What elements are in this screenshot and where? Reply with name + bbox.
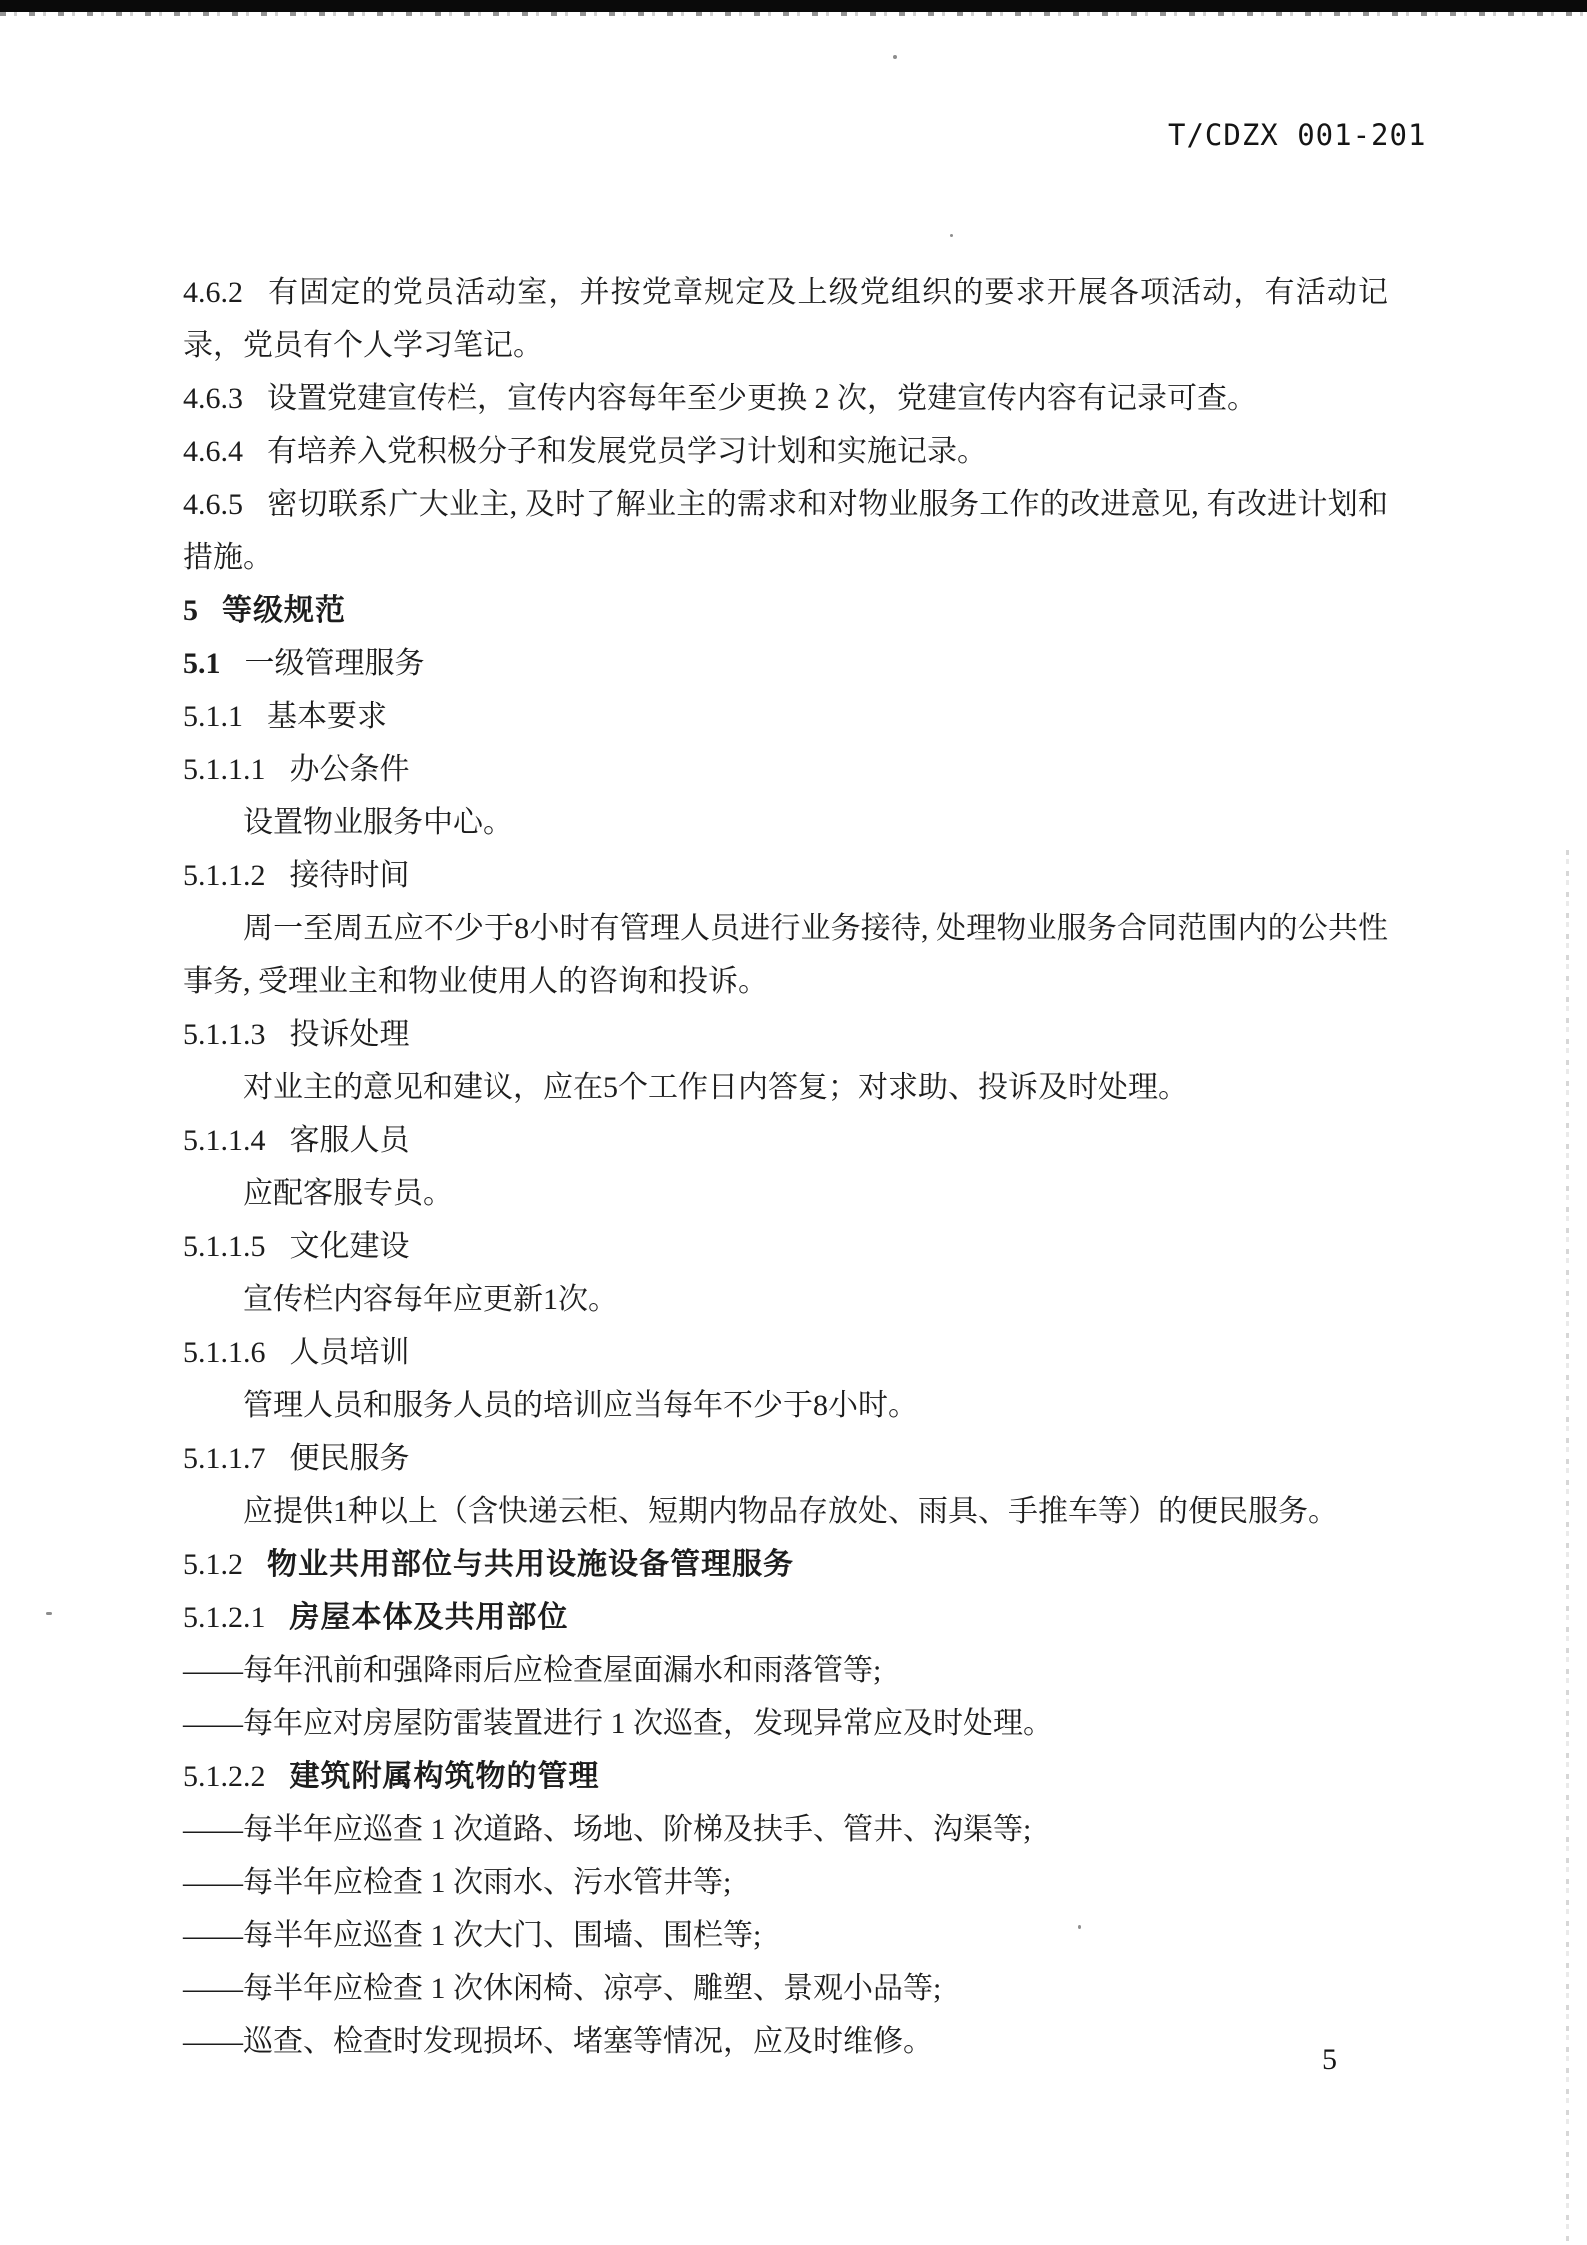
heading-number: 5.1.1.7 — [183, 1442, 266, 1475]
heading-title: 办公条件 — [289, 753, 410, 786]
body-paragraph: 周一至周五应不少于8小时有管理人员进行业务接待, 处理物业服务合同范围内的公共性事务, 受理业主和物业使用人的咨询和投诉。 — [183, 912, 1388, 998]
clause-text: 有固定的党员活动室，并按党章规定及上级党组织的要求开展各项活动，有活动记录，党员有个人学习笔记。 — [183, 276, 1388, 362]
heading-title: 便民服务 — [289, 1442, 410, 1475]
heading-title: 人员培训 — [289, 1336, 410, 1369]
heading-5-1-1-6 — [183, 1326, 1388, 1379]
scan-speck — [46, 1612, 52, 1615]
heading-5-1-1 — [183, 690, 1388, 743]
heading-number: 5.1.2.2 — [183, 1760, 266, 1793]
heading-5-1-2-1 — [183, 1591, 1388, 1644]
dash-item: ——每年应对房屋防雷装置进行 1 次巡查，发现异常应及时处理。 — [183, 1707, 1053, 1740]
clause-number: 4.6.5 — [183, 488, 243, 521]
heading-number: 5 — [183, 594, 198, 627]
heading-5-1-1-1 — [183, 743, 1388, 796]
clause-number: 4.6.4 — [183, 435, 243, 468]
clause-text: 设置党建宣传栏，宣传内容每年至少更换 2 次，党建宣传内容有记录可查。 — [267, 382, 1257, 415]
clause-4-6-4 — [183, 425, 1388, 478]
heading-5-1-1-2 — [183, 849, 1388, 902]
heading-number: 5.1.1.6 — [183, 1336, 266, 1369]
clause-4-6-2 — [183, 266, 1388, 372]
heading-number: 5.1 — [183, 647, 221, 680]
clause-4-6-3 — [183, 372, 1388, 425]
heading-5-1 — [183, 637, 1388, 690]
body-paragraph: 应提供1种以上（含快递云柜、短期内物品存放处、雨具、手推车等）的便民服务。 — [243, 1495, 1338, 1528]
scan-speck — [893, 55, 897, 59]
heading-number: 5.1.1.2 — [183, 859, 266, 892]
scan-artifact-line — [1566, 850, 1569, 2245]
heading-title: 一级管理服务 — [244, 647, 425, 680]
body-paragraph: 管理人员和服务人员的培训应当每年不少于8小时。 — [243, 1389, 918, 1422]
heading-number: 5.1.1.4 — [183, 1124, 266, 1157]
dash-item: ——每半年应检查 1 次雨水、污水管井等; — [183, 1866, 732, 1899]
heading-number: 5.1.1 — [183, 700, 243, 733]
clause-number: 4.6.3 — [183, 382, 243, 415]
dash-item: ——每半年应检查 1 次休闲椅、凉亭、雕塑、景观小品等; — [183, 1972, 942, 2005]
document-code: T/CDZX 001-201 — [1168, 118, 1427, 152]
heading-title: 等级规范 — [222, 594, 346, 627]
heading-5 — [183, 584, 1388, 637]
heading-title: 建筑附属构筑物的管理 — [289, 1760, 600, 1793]
clause-4-6-5 — [183, 478, 1388, 584]
dash-item: ——每年汛前和强降雨后应检查屋面漏水和雨落管等; — [183, 1654, 882, 1687]
heading-number: 5.1.1.5 — [183, 1230, 266, 1263]
body-paragraph: 设置物业服务中心。 — [243, 806, 513, 839]
heading-title: 房屋本体及共用部位 — [289, 1601, 569, 1634]
dash-item: ——每半年应巡查 1 次大门、围墙、围栏等; — [183, 1919, 762, 1952]
page-number: 5 — [1322, 2043, 1337, 2076]
heading-5-1-1-3 — [183, 1008, 1388, 1061]
heading-title: 文化建设 — [289, 1230, 410, 1263]
heading-5-1-1-5 — [183, 1220, 1388, 1273]
heading-5-1-2 — [183, 1538, 1388, 1591]
scan-border-top — [0, 0, 1587, 12]
heading-title: 客服人员 — [289, 1124, 410, 1157]
body-paragraph: 宣传栏内容每年应更新1次。 — [243, 1283, 618, 1316]
clause-text: 密切联系广大业主, 及时了解业主的需求和对物业服务工作的改进意见, 有改进计划和措施。 — [183, 488, 1388, 574]
dash-item: ——巡查、检查时发现损坏、堵塞等情况，应及时维修。 — [183, 2025, 933, 2058]
heading-number: 5.1.2.1 — [183, 1601, 266, 1634]
clause-number: 4.6.2 — [183, 276, 243, 309]
heading-number: 5.1.1.3 — [183, 1018, 266, 1051]
heading-title: 投诉处理 — [289, 1018, 410, 1051]
heading-title: 物业共用部位与共用设施设备管理服务 — [267, 1548, 794, 1581]
scan-speck — [950, 234, 953, 237]
heading-5-1-2-2 — [183, 1750, 1388, 1803]
heading-title: 接待时间 — [289, 859, 410, 892]
heading-number: 5.1.2 — [183, 1548, 243, 1581]
clause-text: 有培养入党积极分子和发展党员学习计划和实施记录。 — [267, 435, 987, 468]
heading-5-1-1-4 — [183, 1114, 1388, 1167]
body-paragraph: 应配客服专员。 — [243, 1177, 453, 1210]
heading-number: 5.1.1.1 — [183, 753, 266, 786]
dash-item: ——每半年应巡查 1 次道路、场地、阶梯及扶手、管井、沟渠等; — [183, 1813, 1032, 1846]
body-paragraph: 对业主的意见和建议，应在5个工作日内答复；对求助、投诉及时处理。 — [243, 1071, 1188, 1104]
scan-border-fuzz — [0, 12, 1587, 16]
heading-title: 基本要求 — [267, 700, 387, 733]
document-body — [183, 266, 1388, 2068]
heading-5-1-1-7 — [183, 1432, 1388, 1485]
